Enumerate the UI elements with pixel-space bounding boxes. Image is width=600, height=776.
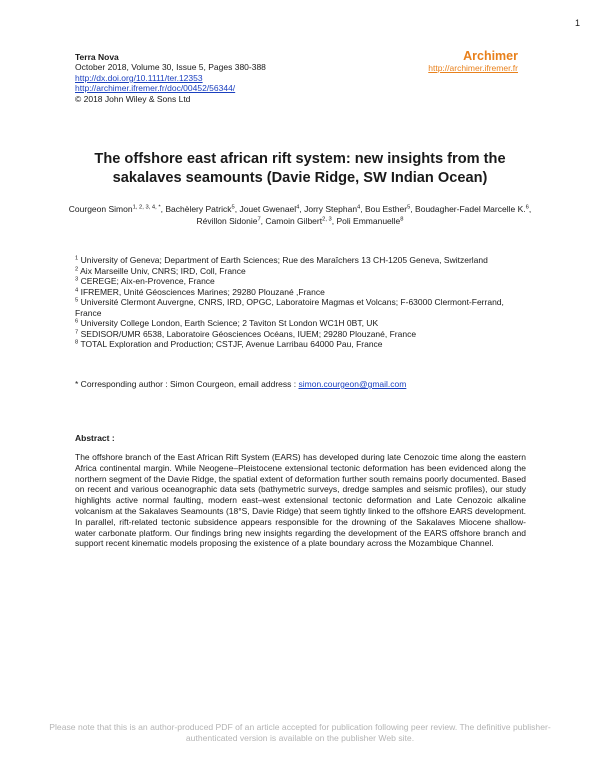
- author-separator: ,: [331, 216, 337, 226]
- author-separator: ,: [160, 204, 166, 214]
- affiliation-number: 2: [75, 265, 79, 272]
- author-affiliation-marker: 2, 3: [322, 216, 332, 223]
- issue-line: October 2018, Volume 30, Issue 5, Pages 380-388: [75, 62, 266, 73]
- author-affiliation-marker: 6: [525, 204, 529, 211]
- corresponding-email-link[interactable]: simon.courgeon@gmail.com: [298, 379, 407, 389]
- author-name: Jouet Gwenael: [239, 204, 297, 214]
- abstract-text: The offshore branch of the East African Rift System (EARS) has developed during late Cenozoic time along the eastern Africa continental margin. While Neogene–Pleistocene extensional tectonic deformation has been evidenced along the northern segment of the Davie Ridge, the spatial extent of deformation further south remains poorly documented. Based on recent and various oceanographic data sets (bathymetric surveys, dredge samples and seismic profiles), our study highlights active normal faulting, modern east–west extensional tectonic deformation and Late Cenozoic alkaline volcanism at the Sakalaves Seamounts (18°S, Davie Ridge) that seem tightly linked to the offshore EARS development. In parallel, rift-related tectonic subsidence appears responsible for the drowning of the Sakalaves Miocene shallow-water carbonate platform. Our findings bring new insights regarding the development of the EARS offshore branch and support recent kinematic models proposing the existence of a plate boundary across the Mozambique Channel.: [75, 452, 526, 549]
- journal-info: [75, 52, 266, 104]
- affiliation-number: 7: [75, 328, 79, 335]
- affiliation-text: SEDISOR/UMR 6538, Laboratoire Géosciences Océans, IUEM; 29280 Plouzané, France: [80, 328, 417, 339]
- corresponding-label: Corresponding author : Simon Courgeon, email address :: [78, 379, 299, 389]
- affiliation-item: [75, 297, 530, 318]
- author-name: Camoin Gilbert: [265, 216, 323, 226]
- author-separator: ,: [234, 204, 240, 214]
- author-affiliation-marker: 5: [231, 204, 235, 211]
- author-name: Révillon Sidonie: [196, 216, 258, 226]
- affiliation-number: 8: [75, 339, 79, 346]
- author-name: Courgeon Simon: [68, 204, 133, 214]
- affiliation-item: [75, 266, 530, 277]
- page-number: 1: [574, 18, 580, 28]
- affiliation-number: 1: [75, 255, 79, 262]
- affiliation-text: Université Clermont Auvergne, CNRS, IRD, OPGC, Laboratoire Magmas et Volcans; F-63000 Clermont-Ferrand, France: [75, 297, 504, 318]
- affiliation-text: IFREMER, Unité Géosciences Marines; 29280 Plouzané ,France: [80, 286, 325, 297]
- affiliation-text: University College London, Earth Science; 2 Taviton St London WC1H 0BT, UK: [80, 318, 379, 328]
- affiliation-item: [75, 255, 530, 266]
- author-name: Bachèlery Patrick: [165, 204, 232, 214]
- affiliation-list: [75, 255, 530, 350]
- archimer-url-link[interactable]: http://archimer.ifremer.fr: [428, 63, 518, 73]
- author-name: Jorry Stephan: [304, 204, 358, 214]
- author-affiliation-marker: 1, 2, 3, 4, *: [132, 204, 161, 211]
- author-affiliation-marker: 4: [296, 204, 300, 211]
- author-affiliation-marker: 8: [400, 216, 404, 223]
- author-affiliation-marker: 7: [257, 216, 261, 223]
- author-separator: ,: [260, 216, 266, 226]
- affiliation-text: University of Geneva; Department of Earth Sciences; Rue des Maraîchers 13 CH-1205 Geneva, Switzerland: [80, 255, 488, 265]
- footer-note: Please note that this is an author-produced PDF of an article accepted for publication following peer review. The definitive publisher-authenticated version is available on the publisher Web site.: [49, 722, 551, 743]
- affiliation-item: [75, 329, 530, 340]
- doi-link[interactable]: http://dx.doi.org/10.1111/ter.12353: [75, 72, 203, 83]
- archimer-doc-link[interactable]: http://archimer.ifremer.fr/doc/00452/56344/: [75, 83, 236, 94]
- affiliation-text: TOTAL Exploration and Production; CSTJF, Avenue Larribau 64000 Pau, France: [80, 339, 383, 349]
- corresponding-author: [75, 379, 406, 390]
- author-separator: ,: [360, 204, 366, 214]
- author-list: [60, 203, 540, 227]
- author-separator: ,: [299, 204, 305, 214]
- author-name: Boudagher-Fadel Marcelle K.: [415, 204, 526, 214]
- affiliation-number: 3: [75, 276, 79, 283]
- affiliation-number: 4: [75, 286, 79, 293]
- archimer-logo: [428, 49, 518, 73]
- paper-title: The offshore east african rift system: new insights from the sakalaves seamounts (Davie Ridge, SW Indian Ocean): [94, 151, 506, 186]
- author-name: Poli Emmanuelle: [336, 216, 401, 226]
- affiliation-item: [75, 276, 530, 287]
- abstract-heading: Abstract :: [75, 433, 115, 443]
- affiliation-number: 6: [75, 318, 79, 325]
- affiliation-text: Aix Marseille Univ, CNRS; IRD, Coll, France: [80, 265, 246, 276]
- corresponding-star: *: [75, 379, 79, 389]
- affiliation-item: [75, 339, 530, 350]
- affiliation-item: [75, 287, 530, 298]
- author-affiliation-marker: 5: [407, 204, 411, 211]
- journal-name: Terra Nova: [75, 52, 119, 62]
- archimer-brand: Archimer: [463, 49, 518, 63]
- author-separator: ,: [528, 204, 532, 214]
- copyright-line: © 2018 John Wiley & Sons Ltd: [75, 93, 191, 104]
- author-separator: ,: [410, 204, 416, 214]
- affiliation-text: CEREGE; Aix-en-Provence, France: [80, 276, 215, 286]
- affiliation-item: [75, 318, 530, 329]
- affiliation-number: 5: [75, 297, 79, 304]
- author-name: Bou Esther: [365, 204, 408, 214]
- author-affiliation-marker: 4: [357, 204, 361, 211]
